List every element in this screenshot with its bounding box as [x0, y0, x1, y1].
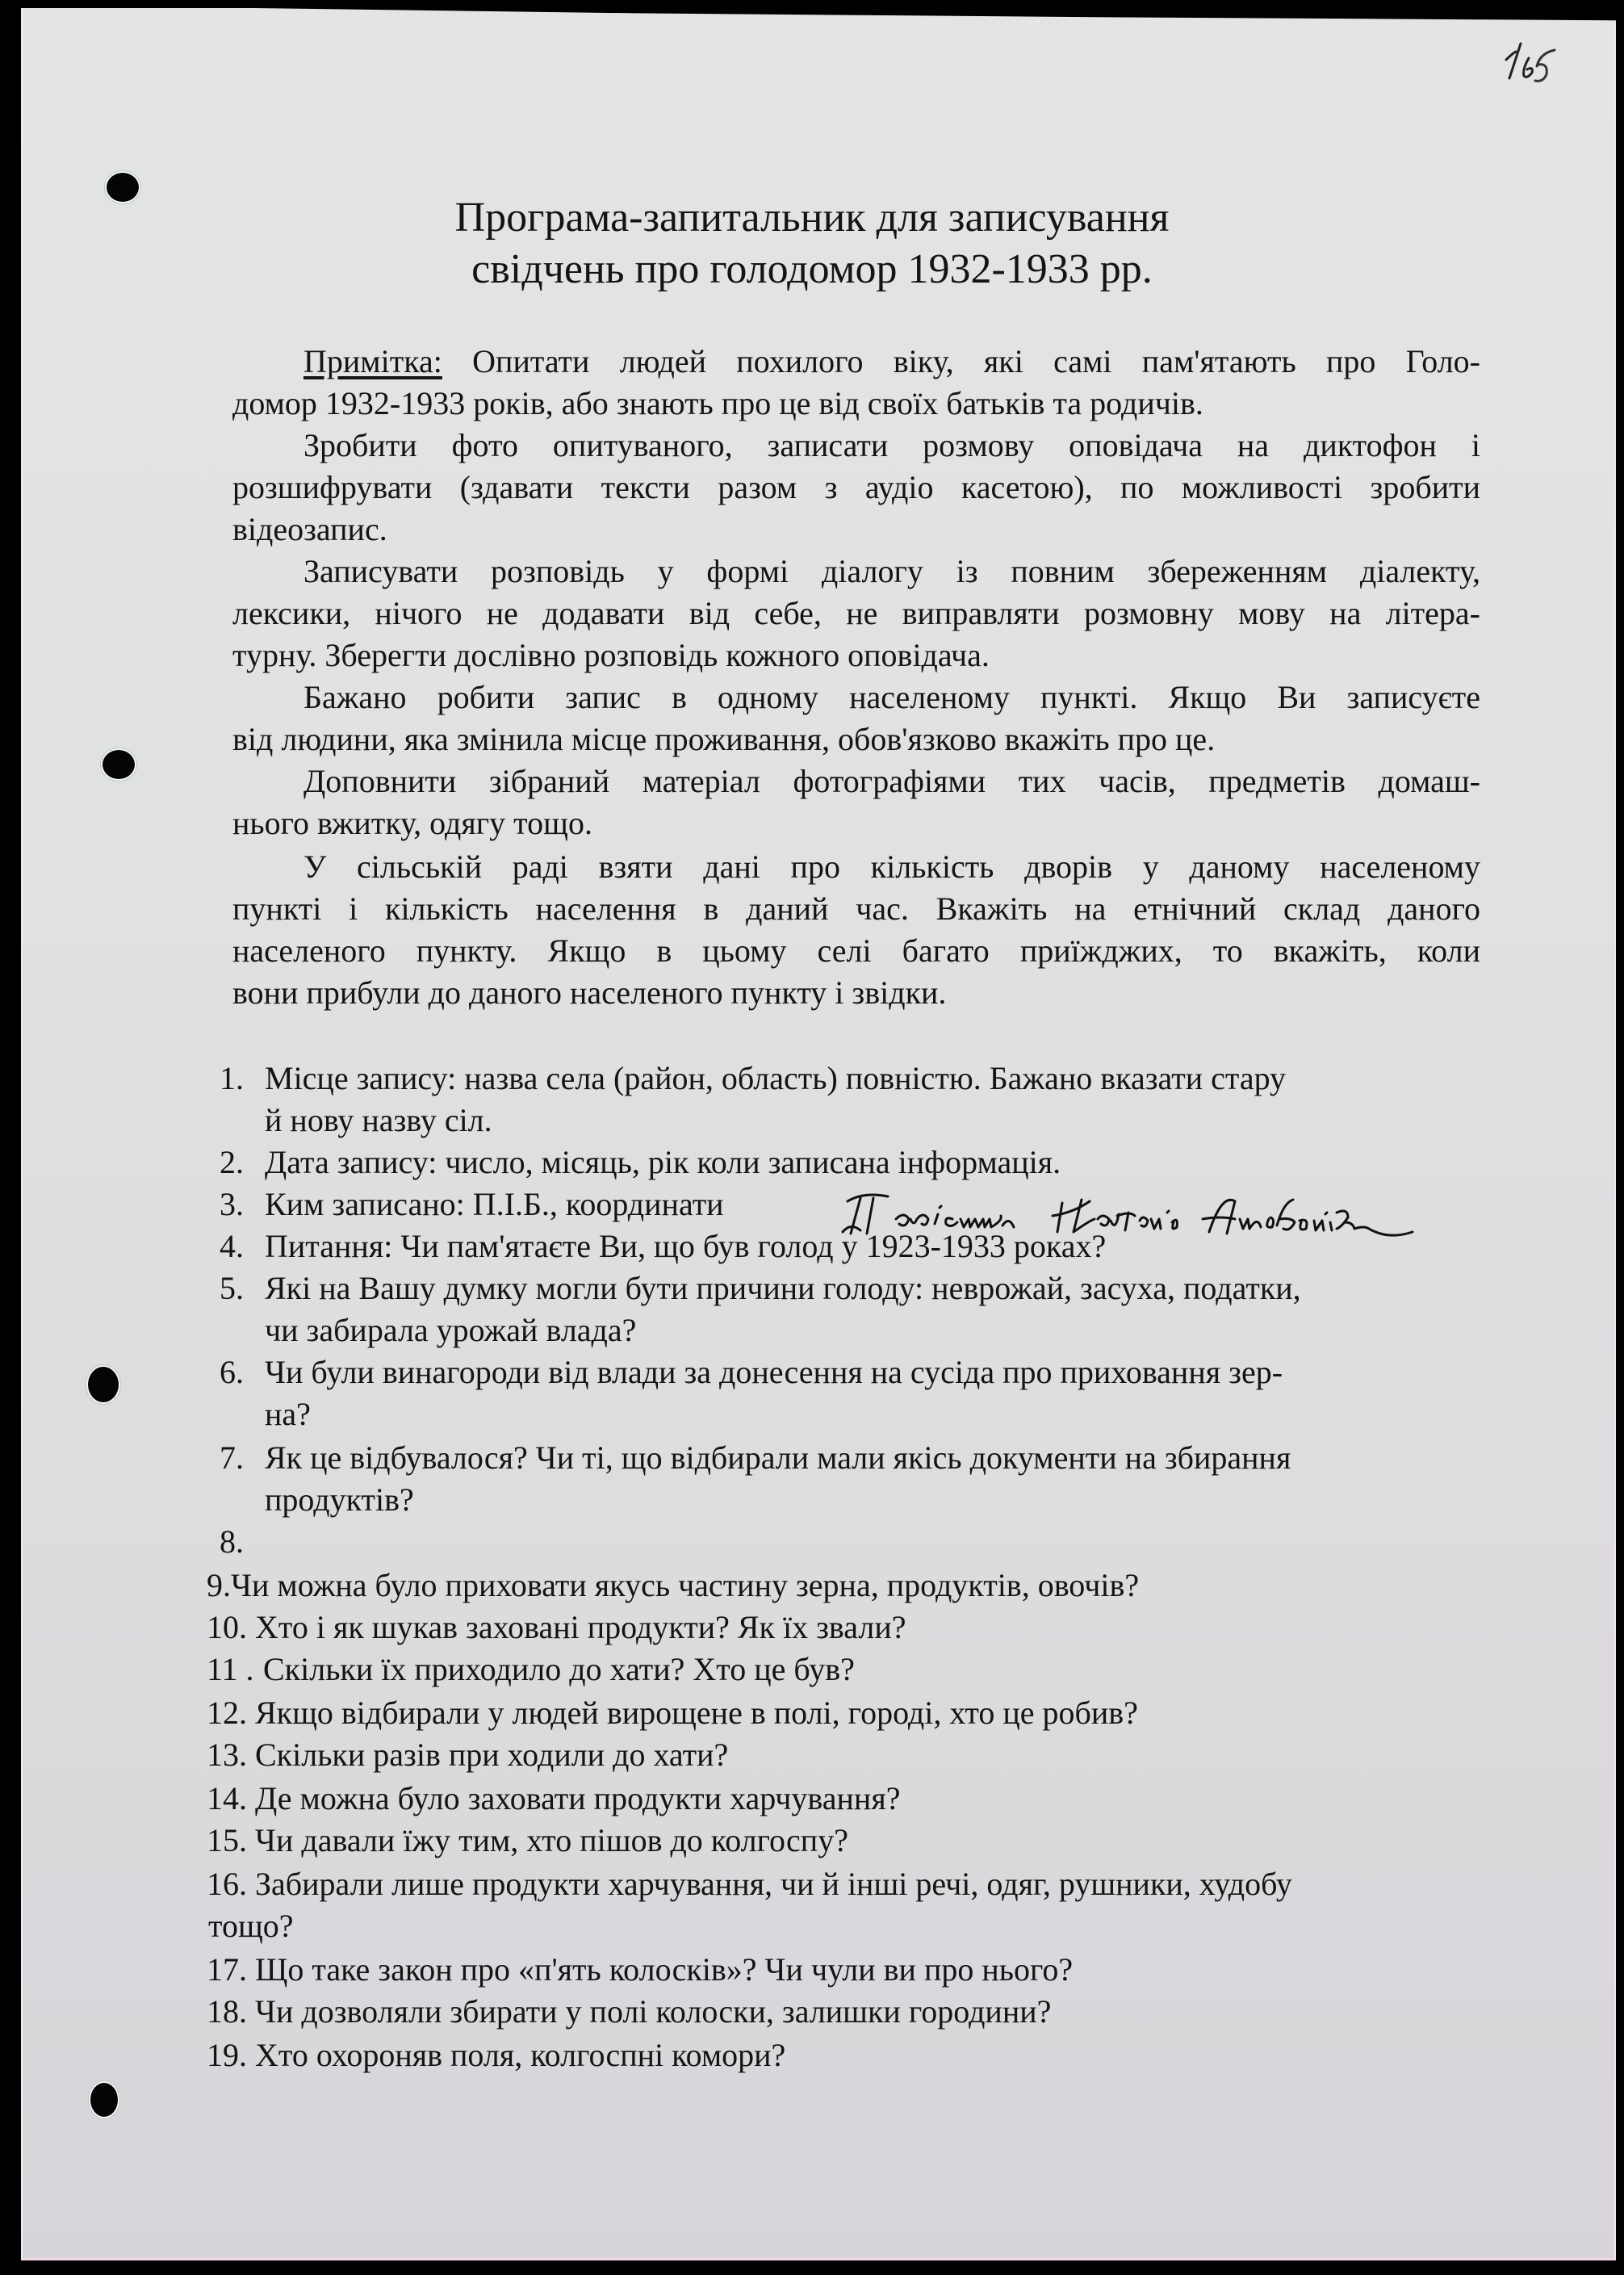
note-paragraph-4-line-2: від людини, яка змінила місце проживання, обов'язково вкажіть про це. — [232, 721, 1216, 757]
question-text: Якщо відбирали у людей вирощене в полі, городі, хто це робив? — [255, 1695, 1138, 1731]
note-paragraph-6-line-3: населеного пункту. Якщо в цьому селі багато приїжджих, то вкажіть, коли — [232, 932, 1480, 969]
note-paragraph-1-line-1 — [303, 341, 1480, 383]
note-paragraph-3-line-2: лексики, нічого не додавати від себе, не виправляти розмовну мову на літера- — [232, 595, 1480, 631]
note-paragraph-6-line-4: вони прибули до даного населеного пункту і звідки. — [232, 974, 947, 1011]
question-text: Хто і як шукав заховані продукти? Як їх звали? — [255, 1609, 906, 1645]
question-text: Місце запису: назва села (район, область) повністю. Бажано вказати стару — [265, 1060, 1287, 1096]
question-number: 11 . — [207, 1651, 254, 1687]
note-paragraph-4-line-1: Бажано робити запис в одному населеному пункті. Якщо Ви записуєте — [303, 679, 1480, 715]
note-paragraph-1-line-2: домор 1932-1933 років, або знають про це від своїх батьків та родичів. — [232, 385, 1203, 421]
question-text: Чи давали їжу тим, хто пішов до колгоспу? — [255, 1822, 848, 1858]
punch-hole — [90, 2083, 118, 2117]
punch-hole — [103, 750, 135, 779]
question-number: 16. — [207, 1866, 247, 1902]
question-text: Скільки їх приходило до хати? Хто це був? — [263, 1651, 855, 1687]
question-text: Дата запису: число, місяць, рік коли записана інформація. — [265, 1144, 1061, 1180]
note-paragraph-3-line-1: Записувати розповідь у формі діалогу із повним збереженням діалекту, — [303, 553, 1480, 589]
page-number-handwritten — [1500, 34, 1564, 90]
document-title-line-2: свідчень про голодомор 1932-1933 рр. — [471, 246, 1153, 292]
question-number: 7. — [220, 1439, 244, 1476]
note-paragraph-3-line-3: турну. Зберегти дослівно розповідь кожного оповідача. — [232, 637, 990, 673]
question-number: 3. — [220, 1186, 244, 1222]
question-number: 5. — [220, 1270, 244, 1306]
note-paragraph-5-line-1: Доповнити зібраний матеріал фотографіями тих часів, предметів домаш- — [303, 763, 1480, 799]
question-text: Чи були винагороди від влади за донесення на сусіда про приховання зер- — [265, 1354, 1283, 1390]
question-number: 13. — [207, 1737, 247, 1773]
note-paragraph-2-line-2: розшифрувати (здавати тексти разом з аудіо касетою), по можливості зробити — [232, 469, 1480, 505]
document-title-line-1: Програма-запитальник для записування — [454, 195, 1170, 241]
note-label: Примітка: — [303, 343, 442, 379]
page-top-edge — [176, 8, 1624, 21]
note-paragraph-2-line-1: Зробити фото опитуваного, записати розмову оповідача на диктофон і — [303, 427, 1480, 463]
question-text: на? — [265, 1396, 311, 1432]
question-number: 9. — [207, 1567, 231, 1603]
question-number: 8. — [220, 1523, 244, 1560]
question-text: Хто охороняв поля, колгоспні комори? — [255, 2037, 786, 2073]
question-text: тощо? — [208, 1908, 294, 1944]
question-number: 10. — [207, 1609, 247, 1645]
question-number: 6. — [220, 1354, 244, 1390]
question-text: Як це відбувалося? Чи ті, що відбирали мали якісь документи на збирання — [265, 1439, 1291, 1476]
question-text: Забирали лише продукти харчування, чи й інші речі, одяг, рушники, худобу — [255, 1866, 1292, 1902]
question-number: 19. — [207, 2037, 247, 2073]
question-text: чи забирала урожай влада? — [265, 1312, 637, 1348]
question-number: 15. — [207, 1822, 247, 1858]
question-text: продуктів? — [265, 1481, 414, 1518]
note-paragraph-6-line-2: пункті і кількість населення в даний час. Вкажіть на етнічний склад даного — [232, 890, 1480, 927]
question-number: 17. — [207, 1951, 247, 1988]
question-text: Які на Вашу думку могли бути причини голоду: неврожай, засуха, податки, — [265, 1270, 1301, 1306]
question-number: 14. — [207, 1780, 247, 1816]
question-text: Скільки разів при ходили до хати? — [255, 1737, 729, 1773]
question-text: Ким записано: П.І.Б., координати — [265, 1186, 724, 1222]
note-paragraph-2-line-3: відеозапис. — [232, 511, 387, 547]
question-text: Питання: Чи пам'ятаєте Ви, що був голод у 1923-1933 роках? — [265, 1228, 1107, 1264]
question-number: 18. — [207, 1993, 247, 2030]
note-text: Опитати людей похилого віку, які самі пам'ятають про Голо- — [442, 343, 1480, 379]
note-paragraph-5-line-2: нього вжитку, одягу тощо. — [232, 805, 592, 841]
question-text: Де можна було заховати продукти харчування? — [255, 1780, 901, 1816]
note-paragraph-6-line-1: У сільській раді взяти дані про кількість дворів у даному населеному — [303, 848, 1480, 885]
question-text: й нову назву сіл. — [265, 1102, 492, 1138]
question-number: 2. — [220, 1144, 244, 1180]
punch-hole — [88, 1367, 119, 1402]
question-text: Чи можна було приховати якусь частину зерна, продуктів, овочів? — [231, 1567, 1140, 1603]
question-text: Чи дозволяли збирати у полі колоски, залишки городини? — [255, 1993, 1052, 2030]
question-number: 1. — [220, 1060, 244, 1096]
question-number: 4. — [220, 1228, 244, 1264]
question-text: Що таке закон про «п'ять колосків»? Чи чули ви про нього? — [255, 1951, 1074, 1988]
question-number: 12. — [207, 1695, 247, 1731]
